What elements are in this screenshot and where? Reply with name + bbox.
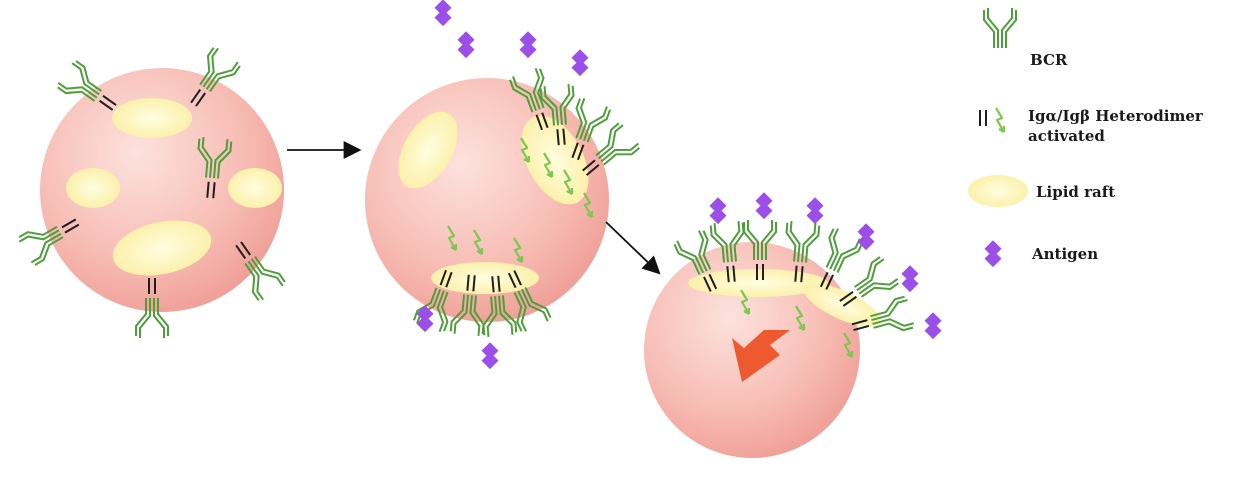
legend-heterodimer-label-line2: activated xyxy=(1028,127,1105,145)
activation-bolt-icon xyxy=(996,108,1004,132)
antigen xyxy=(482,342,499,369)
antigen xyxy=(520,31,537,58)
lipid-raft xyxy=(112,98,192,138)
legend xyxy=(968,8,1028,267)
legend-heterodimer-label: Igα/Igβ Heterodimer xyxy=(1028,107,1203,125)
antigen xyxy=(756,192,773,219)
antigen xyxy=(925,312,942,339)
clustering-cell xyxy=(365,0,641,369)
transition-arrow-2 xyxy=(606,222,658,272)
antigen-icon xyxy=(985,240,1002,267)
lipid-raft xyxy=(228,168,282,208)
signaling-cell xyxy=(644,192,941,458)
antigen xyxy=(807,197,824,224)
heterodimer-icon xyxy=(980,110,986,126)
legend-bcr-label: BCR xyxy=(1030,51,1068,69)
antigen xyxy=(710,197,727,224)
antigen xyxy=(435,0,452,26)
lipid-raft-icon xyxy=(968,175,1028,207)
legend-lipid-raft-label: Lipid raft xyxy=(1036,183,1116,201)
bcr-icon xyxy=(984,8,1016,48)
antigen xyxy=(572,49,589,76)
lipid-raft xyxy=(66,168,120,208)
resting-cell xyxy=(17,46,286,338)
antigen xyxy=(458,31,475,58)
antigen xyxy=(902,265,919,292)
legend-antigen-label: Antigen xyxy=(1032,245,1099,263)
